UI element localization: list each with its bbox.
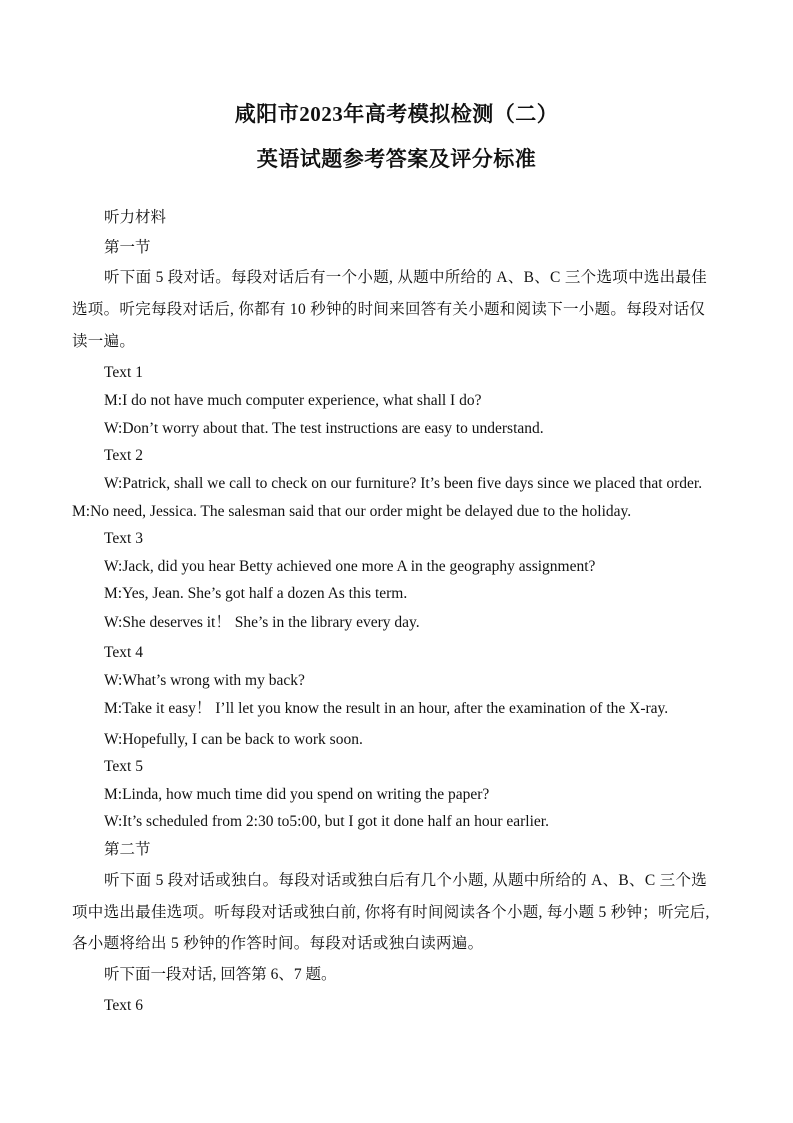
dialogue-line: W:Hopefully, I can be back to work soon. xyxy=(104,731,363,748)
text-label: Text 3 xyxy=(104,530,143,547)
part2-note: 听下面一段对话, 回答第 6、7 题。 xyxy=(104,966,337,983)
part1-instruction-line: 选项。听完每段对话后, 你都有 10 秒钟的时间来回答有关小题和阅读下一小题。每段对话仅 xyxy=(72,301,706,318)
dialogue-line: W:Jack, did you hear Betty achieved one more A in the geography assignment? xyxy=(104,558,596,575)
text-label: Text 4 xyxy=(104,644,143,661)
part2-instruction-line: 各小题将给出 5 秒钟的作答时间。每段对话或独白读两遍。 xyxy=(72,935,484,952)
dialogue-line: W:It’s scheduled from 2:30 to5:00, but I got it done half an hour earlier. xyxy=(104,813,549,830)
dialogue-line: M:Linda, how much time did you spend on writing the paper? xyxy=(104,786,490,803)
text-label: Text 5 xyxy=(104,758,143,775)
text-label: Text 6 xyxy=(104,997,143,1014)
text-label: Text 2 xyxy=(104,447,143,464)
dialogue-line: M:No need, Jessica. The salesman said that our order might be delayed due to the holiday. xyxy=(72,503,632,520)
dialogue-line: W:She deserves it！ She’s in the library every day. xyxy=(104,614,420,631)
dialogue-line: W:What’s wrong with my back? xyxy=(104,672,305,689)
dialogue-line: M:I do not have much computer experience, what shall I do? xyxy=(104,392,482,409)
part1-instruction-line: 读一遍。 xyxy=(72,333,136,350)
text-label: Text 1 xyxy=(104,364,143,381)
dialogue-line: W:Patrick, shall we call to check on our furniture? It’s been five days since we placed that order. xyxy=(104,475,703,492)
section-heading: 听力材料 xyxy=(104,209,167,226)
part2-instruction-line: 项中选出最佳选项。听每段对话或独白前, 你将有时间阅读各个小题, 每小题 5 秒钟；听完后, xyxy=(72,904,710,921)
part1-instruction-line: 听下面 5 段对话。每段对话后有一个小题, 从题中所给的 A、B、C 三个选项中选出最佳 xyxy=(104,269,708,286)
dialogue-line: M:Take it easy！ I’ll let you know the result in an hour, after the examination of the X-ray. xyxy=(104,700,669,717)
document-subtitle: 英语试题参考答案及评分标准 xyxy=(256,147,537,171)
dialogue-line: M:Yes, Jean. She’s got half a dozen As this term. xyxy=(104,585,408,602)
part2-heading: 第二节 xyxy=(104,841,151,858)
part1-heading: 第一节 xyxy=(104,239,151,256)
dialogue-line: W:Don’t worry about that. The test instructions are easy to understand. xyxy=(104,420,544,437)
document-title: 咸阳市2023年高考模拟检测（二） xyxy=(234,102,559,126)
part2-instruction-line: 听下面 5 段对话或独白。每段对话或独白后有几个小题, 从题中所给的 A、B、C 三个选 xyxy=(104,872,708,889)
